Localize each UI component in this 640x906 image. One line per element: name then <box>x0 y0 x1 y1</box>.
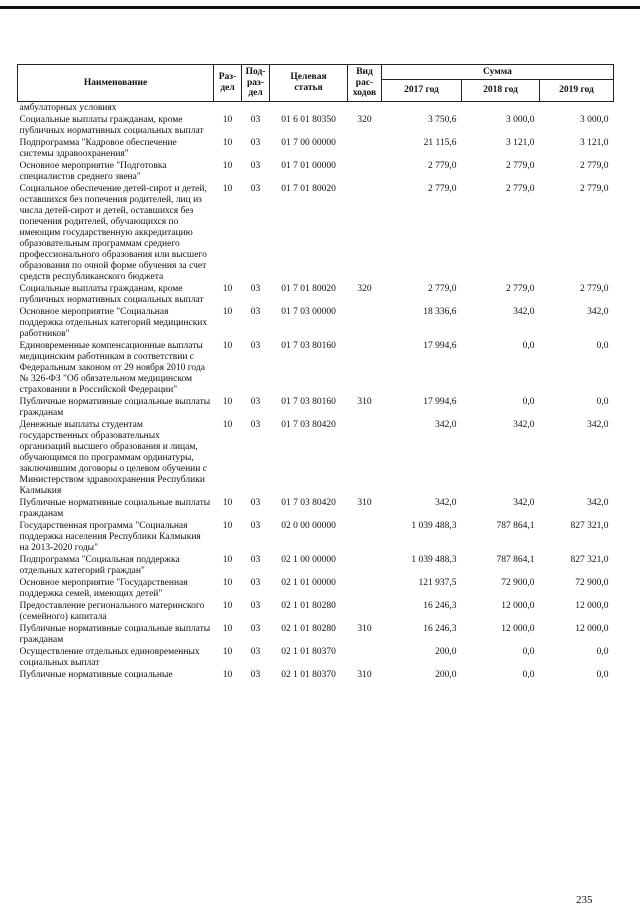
row-sum-2019: 2 779,0 <box>580 184 609 194</box>
row-target <box>270 102 348 115</box>
table-row <box>18 102 614 115</box>
row-sum-2018 <box>462 102 540 115</box>
table-row <box>18 137 614 160</box>
row-razdel: 10 <box>222 184 233 194</box>
row-target: 01 7 03 80160 <box>281 341 336 351</box>
header-podrazdel: Под- раз- дел <box>242 65 270 102</box>
row-podrazdel: 03 <box>250 420 261 430</box>
table-row <box>18 646 614 669</box>
row-vid <box>348 520 382 554</box>
row-name: Публичные нормативные социальные <box>19 670 173 680</box>
row-name: амбулаторных условиях <box>19 103 117 113</box>
row-podrazdel: 03 <box>250 521 261 531</box>
row-target: 01 7 01 80020 <box>281 284 336 294</box>
row-sum-2017: 18 336,6 <box>423 307 457 317</box>
row-name: Осуществление отдельных единовременных социальных выплат <box>19 647 200 668</box>
row-sum-2018: 12 000,0 <box>501 601 535 611</box>
row-name: Публичные нормативные социальные выплаты гражданам <box>19 624 211 645</box>
row-target: 01 7 03 80420 <box>281 498 336 508</box>
table-row <box>18 577 614 600</box>
row-name: Единовременные компенсационные выплаты медицинским работникам в соответствии с Федеральным законом от 29 ноября 2010 года № 326-ФЗ "Об обязательном медицинском страховании в Российской Федерации" <box>19 341 205 395</box>
row-sum-2019: 342,0 <box>587 307 609 317</box>
row-name: Основное мероприятие "Социальная поддержка отдельных категорий медицинских работников" <box>19 307 208 339</box>
row-name: Предоставление регионального материнского (семейного) капитала <box>19 601 205 622</box>
header-vid: Вид рас- ходов <box>348 65 382 102</box>
row-sum-2018: 3 000,0 <box>506 115 535 125</box>
row-name: Публичные нормативные социальные выплаты гражданам <box>19 498 211 519</box>
row-razdel <box>214 102 242 115</box>
row-vid <box>348 554 382 577</box>
header-razdel: Раз- дел <box>214 65 242 102</box>
row-sum-2018: 0,0 <box>522 341 535 351</box>
row-razdel: 10 <box>222 670 233 680</box>
row-podrazdel: 03 <box>250 397 261 407</box>
row-razdel: 10 <box>222 420 233 430</box>
header-sum: Сумма <box>382 65 614 80</box>
row-vid <box>348 600 382 623</box>
row-name: Основное мероприятие "Подготовка специалистов среднего звена" <box>19 161 167 182</box>
row-sum-2019: 72 900,0 <box>575 578 609 588</box>
row-sum-2017: 17 994,6 <box>423 341 457 351</box>
row-podrazdel: 03 <box>250 138 261 148</box>
row-sum-2018: 2 779,0 <box>506 184 535 194</box>
row-vid <box>348 137 382 160</box>
row-vid: 310 <box>357 670 372 680</box>
row-sum-2019: 0,0 <box>596 397 609 407</box>
row-target: 01 7 01 80020 <box>281 184 336 194</box>
row-vid <box>348 646 382 669</box>
row-vid <box>348 306 382 340</box>
row-razdel: 10 <box>222 115 233 125</box>
row-sum-2017: 16 246,3 <box>423 624 457 634</box>
row-podrazdel: 03 <box>250 601 261 611</box>
row-sum-2017: 342,0 <box>435 498 457 508</box>
row-razdel: 10 <box>222 138 233 148</box>
row-vid: 320 <box>357 115 372 125</box>
table-row <box>18 340 614 396</box>
row-name: Основное мероприятие "Государственная поддержка семей, имеющих детей" <box>19 578 188 599</box>
row-sum-2017: 3 750,6 <box>428 115 457 125</box>
row-name: Подпрограмма "Кадровое обеспечение системы здравоохранения" <box>19 138 177 159</box>
row-sum-2017: 2 779,0 <box>428 161 457 171</box>
row-podrazdel: 03 <box>250 115 261 125</box>
row-podrazdel: 03 <box>250 624 261 634</box>
table-row <box>18 520 614 554</box>
row-razdel: 10 <box>222 521 233 531</box>
row-sum-2019: 0,0 <box>596 341 609 351</box>
row-sum-2017: 2 779,0 <box>428 284 457 294</box>
row-razdel: 10 <box>222 555 233 565</box>
header-name: Наименование <box>18 65 214 102</box>
header-year-2017: 2017 год <box>382 80 462 102</box>
row-vid <box>348 160 382 183</box>
table-row <box>18 183 614 283</box>
table-row <box>18 114 614 137</box>
table-row <box>18 669 614 681</box>
row-sum-2017: 2 779,0 <box>428 184 457 194</box>
row-target: 02 1 00 00000 <box>281 555 336 565</box>
row-podrazdel: 03 <box>250 307 261 317</box>
table-row <box>18 160 614 183</box>
row-name: Подпрограмма "Социальная поддержка отдельных категорий граждан" <box>19 555 180 576</box>
row-sum-2018: 2 779,0 <box>506 284 535 294</box>
row-sum-2017: 1 039 488,3 <box>411 555 457 565</box>
row-sum-2019: 12 000,0 <box>575 624 609 634</box>
row-razdel: 10 <box>222 161 233 171</box>
row-sum-2019: 2 779,0 <box>580 161 609 171</box>
row-razdel: 10 <box>222 397 233 407</box>
row-podrazdel: 03 <box>250 498 261 508</box>
row-vid <box>348 102 382 115</box>
row-name: Социальные выплаты гражданам, кроме публичных нормативных социальных выплат <box>19 284 204 305</box>
row-sum-2017: 17 994,6 <box>423 397 457 407</box>
row-sum-2018: 2 779,0 <box>506 161 535 171</box>
table-header <box>18 65 614 102</box>
row-sum-2018: 0,0 <box>522 397 535 407</box>
row-sum-2018: 342,0 <box>513 307 535 317</box>
row-vid: 320 <box>357 284 372 294</box>
row-podrazdel: 03 <box>250 341 261 351</box>
row-vid: 310 <box>357 498 372 508</box>
row-podrazdel: 03 <box>250 184 261 194</box>
row-sum-2019: 0,0 <box>596 647 609 657</box>
row-razdel: 10 <box>222 601 233 611</box>
row-razdel: 10 <box>222 578 233 588</box>
row-target: 01 7 03 00000 <box>281 307 336 317</box>
row-razdel: 10 <box>222 624 233 634</box>
row-target: 02 1 01 80370 <box>281 647 336 657</box>
row-sum-2019: 3 000,0 <box>580 115 609 125</box>
row-razdel: 10 <box>222 284 233 294</box>
table-row <box>18 554 614 577</box>
row-name: Публичные нормативные социальные выплаты гражданам <box>19 397 211 418</box>
row-razdel: 10 <box>222 647 233 657</box>
table-row <box>18 306 614 340</box>
budget-table-page <box>17 64 613 681</box>
row-sum-2019: 12 000,0 <box>575 601 609 611</box>
row-vid: 310 <box>357 624 372 634</box>
header-year-2018: 2018 год <box>462 80 540 102</box>
row-sum-2019 <box>540 102 614 115</box>
row-sum-2018: 342,0 <box>513 498 535 508</box>
row-name: Денежные выплаты студентам государственных образовательных организаций высшего образования и лицам, обучающимся по программам ординатуры, заключившим договоры о целевом обучении с Министерством здравоохранения Республики Калмыкия <box>19 420 207 496</box>
header-year-2019: 2019 год <box>540 80 614 102</box>
row-sum-2017: 200,0 <box>435 670 457 680</box>
row-sum-2018: 342,0 <box>513 420 535 430</box>
row-podrazdel <box>242 102 270 115</box>
row-sum-2019: 2 779,0 <box>580 284 609 294</box>
table-row <box>18 396 614 419</box>
row-sum-2019: 0,0 <box>596 670 609 680</box>
row-target: 02 1 01 80370 <box>281 670 336 680</box>
row-vid: 310 <box>357 397 372 407</box>
row-sum-2018: 787 864,1 <box>496 555 535 565</box>
row-target: 01 7 03 80160 <box>281 397 336 407</box>
row-razdel: 10 <box>222 307 233 317</box>
row-podrazdel: 03 <box>250 555 261 565</box>
table-row <box>18 283 614 306</box>
row-sum-2017: 342,0 <box>435 420 457 430</box>
page-number: 235 <box>576 894 593 906</box>
row-sum-2017: 121 937,5 <box>418 578 457 588</box>
row-podrazdel: 03 <box>250 670 261 680</box>
row-sum-2018: 0,0 <box>522 647 535 657</box>
row-sum-2017 <box>382 102 462 115</box>
budget-table <box>17 64 614 681</box>
top-rule <box>0 6 640 9</box>
row-sum-2017: 16 246,3 <box>423 601 457 611</box>
row-podrazdel: 03 <box>250 647 261 657</box>
table-body <box>18 102 614 682</box>
row-target: 01 6 01 80350 <box>281 115 336 125</box>
table-row <box>18 623 614 646</box>
row-vid <box>348 340 382 396</box>
row-target: 01 7 00 00000 <box>281 138 336 148</box>
row-sum-2019: 827 321,0 <box>570 555 609 565</box>
table-row <box>18 600 614 623</box>
row-sum-2018: 72 900,0 <box>501 578 535 588</box>
row-sum-2019: 342,0 <box>587 420 609 430</box>
row-vid <box>348 183 382 283</box>
row-target: 02 1 01 80280 <box>281 624 336 634</box>
row-sum-2019: 342,0 <box>587 498 609 508</box>
row-target: 01 7 03 80420 <box>281 420 336 430</box>
row-sum-2017: 21 115,6 <box>423 138 457 148</box>
row-sum-2018: 12 000,0 <box>501 624 535 634</box>
row-name: Социальные выплаты гражданам, кроме публичных нормативных социальных выплат <box>19 115 204 136</box>
row-podrazdel: 03 <box>250 161 261 171</box>
row-podrazdel: 03 <box>250 578 261 588</box>
row-razdel: 10 <box>222 498 233 508</box>
row-name: Государственная программа "Социальная поддержка населения Республики Калмыкия на 2013-2020 годы" <box>19 521 201 553</box>
row-vid <box>348 577 382 600</box>
row-target: 01 7 01 00000 <box>281 161 336 171</box>
row-podrazdel: 03 <box>250 284 261 294</box>
row-sum-2017: 1 039 488,3 <box>411 521 457 531</box>
row-sum-2018: 787 864,1 <box>496 521 535 531</box>
row-vid <box>348 419 382 497</box>
row-target: 02 1 01 80280 <box>281 601 336 611</box>
table-row <box>18 419 614 497</box>
row-target: 02 0 00 00000 <box>281 521 336 531</box>
row-sum-2019: 3 121,0 <box>580 138 609 148</box>
row-razdel: 10 <box>222 341 233 351</box>
table-row <box>18 497 614 520</box>
row-sum-2018: 3 121,0 <box>506 138 535 148</box>
row-name: Социальное обеспечение детей-сирот и детей, оставшихся без попечения родителей, лиц из числа детей-сирот и детей, оставшихся без попечения родителей, обучающихся по имеющим государственную аккредитацию образовательным программам среднего профессионального образования или высшего образования по очной форме обучения за счет средств республиканского бюджета <box>19 184 207 282</box>
row-sum-2018: 0,0 <box>522 670 535 680</box>
row-target: 02 1 01 00000 <box>281 578 336 588</box>
row-sum-2017: 200,0 <box>435 647 457 657</box>
row-sum-2019: 827 321,0 <box>570 521 609 531</box>
header-target: Целевая статья <box>270 65 348 102</box>
